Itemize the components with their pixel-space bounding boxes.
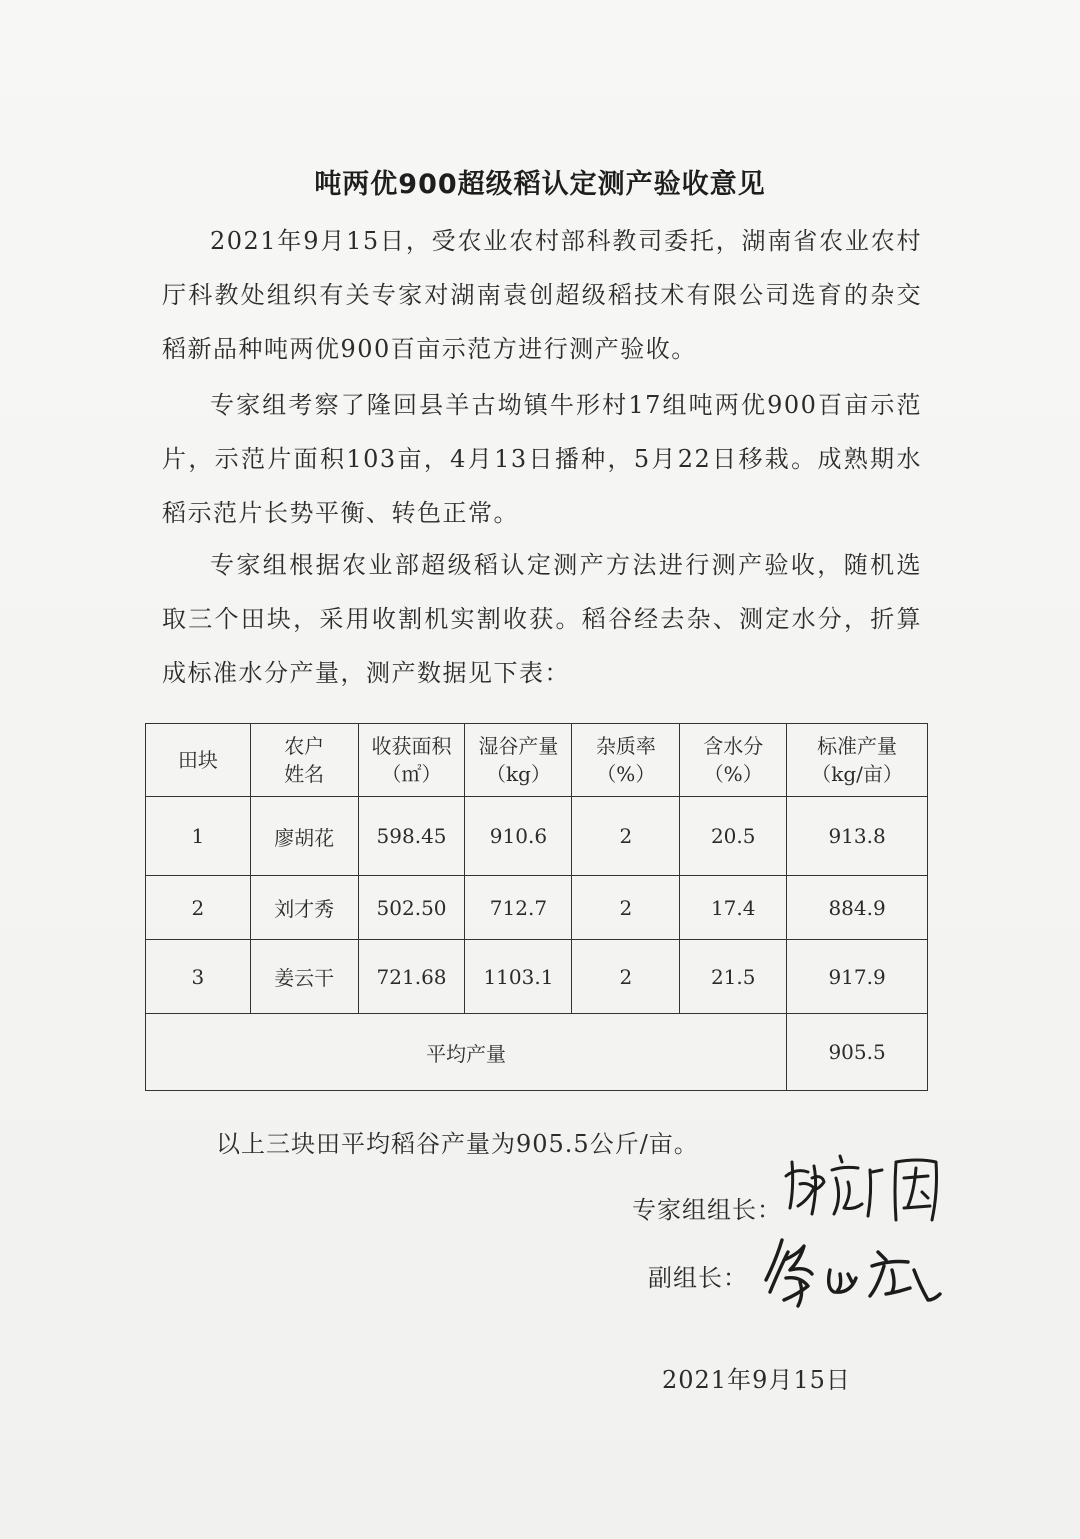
deputy-signature [760, 1230, 950, 1310]
leader-label: 专家组组长： [632, 1196, 782, 1224]
header-impurity-line1: 杂质率 [595, 734, 656, 758]
header-farmer-line2: 姓名 [284, 762, 325, 786]
summary-text: 以上三块田平均稻谷产量为905.5公斤/亩。 [216, 1130, 699, 1158]
header-farmer [250, 724, 358, 797]
document-title: 吨两优900超级稻认定测产验收意见 [314, 169, 766, 200]
cell-area: 721.68 [358, 940, 465, 1014]
cell-field: 2 [146, 876, 251, 940]
header-area-line2: （㎡） [381, 762, 442, 786]
cell-wet-yield: 910.6 [465, 797, 572, 876]
cell-moisture: 21.5 [680, 940, 787, 1014]
cell-area: 598.45 [358, 797, 465, 876]
header-area-line1: 收获面积 [371, 734, 452, 758]
table-row [146, 940, 928, 1014]
cell-impurity: 2 [572, 797, 680, 876]
header-standard-yield-line1: 标准产量 [817, 734, 898, 758]
header-standard-yield-line2: （kg/亩） [811, 762, 903, 786]
header-moisture-line2: （%） [703, 762, 763, 786]
cell-moisture: 17.4 [680, 876, 787, 940]
header-farmer-line1: 农户 [284, 734, 325, 758]
leader-signature [778, 1148, 958, 1228]
header-field-label: 田块 [177, 748, 218, 772]
paragraph-inspection: 专家组考察了隆回县羊古坳镇牛形村17组吨两优900百亩示范片，示范片面积103亩，4月13日播种，5月22日移栽。成熟期水稻示范片长势平衡、转色正常。 [162, 391, 922, 527]
yield-table [145, 723, 928, 1091]
header-impurity-line2: （%） [596, 762, 656, 786]
deputy-label: 副组长： [648, 1264, 748, 1292]
cell-area: 502.50 [358, 876, 465, 940]
header-wet-yield-line2: （kg） [485, 762, 551, 786]
cell-farmer: 廖胡花 [250, 797, 358, 876]
header-area [358, 724, 465, 797]
table-average-row [146, 1014, 928, 1091]
paragraph-commission: 2021年9月15日，受农业农村部科教司委托，湖南省农业农村厅科教处组织有关专家对湖南袁创超级稻技术有限公司选育的杂交稻新品种吨两优900百亩示范方进行测产验收。 [162, 227, 922, 363]
cell-field: 3 [146, 940, 251, 1014]
header-moisture-line1: 含水分 [703, 734, 764, 758]
cell-standard-yield: 917.9 [787, 940, 928, 1014]
header-moisture [680, 724, 787, 797]
header-field [146, 724, 251, 797]
header-impurity [572, 724, 680, 797]
cell-impurity: 2 [572, 940, 680, 1014]
table-row [146, 876, 928, 940]
header-wet-yield-line1: 湿谷产量 [478, 734, 559, 758]
cell-standard-yield: 884.9 [787, 876, 928, 940]
average-value: 905.5 [787, 1014, 928, 1091]
table-header-row [146, 724, 928, 797]
cell-farmer: 姜云干 [250, 940, 358, 1014]
document-date: 2021年9月15日 [662, 1366, 851, 1394]
header-wet-yield [465, 724, 572, 797]
cell-impurity: 2 [572, 876, 680, 940]
cell-farmer: 刘才秀 [250, 876, 358, 940]
cell-wet-yield: 712.7 [465, 876, 572, 940]
cell-field: 1 [146, 797, 251, 876]
cell-standard-yield: 913.8 [787, 797, 928, 876]
average-label: 平均产量 [146, 1014, 787, 1091]
paragraph-method: 专家组根据农业部超级稻认定测产方法进行测产验收，随机选取三个田块，采用收割机实割收获。稻谷经去杂、测定水分，折算成标准水分产量，测产数据见下表： [162, 551, 922, 687]
cell-moisture: 20.5 [680, 797, 787, 876]
cell-wet-yield: 1103.1 [465, 940, 572, 1014]
table-row [146, 797, 928, 876]
header-standard-yield [787, 724, 928, 797]
